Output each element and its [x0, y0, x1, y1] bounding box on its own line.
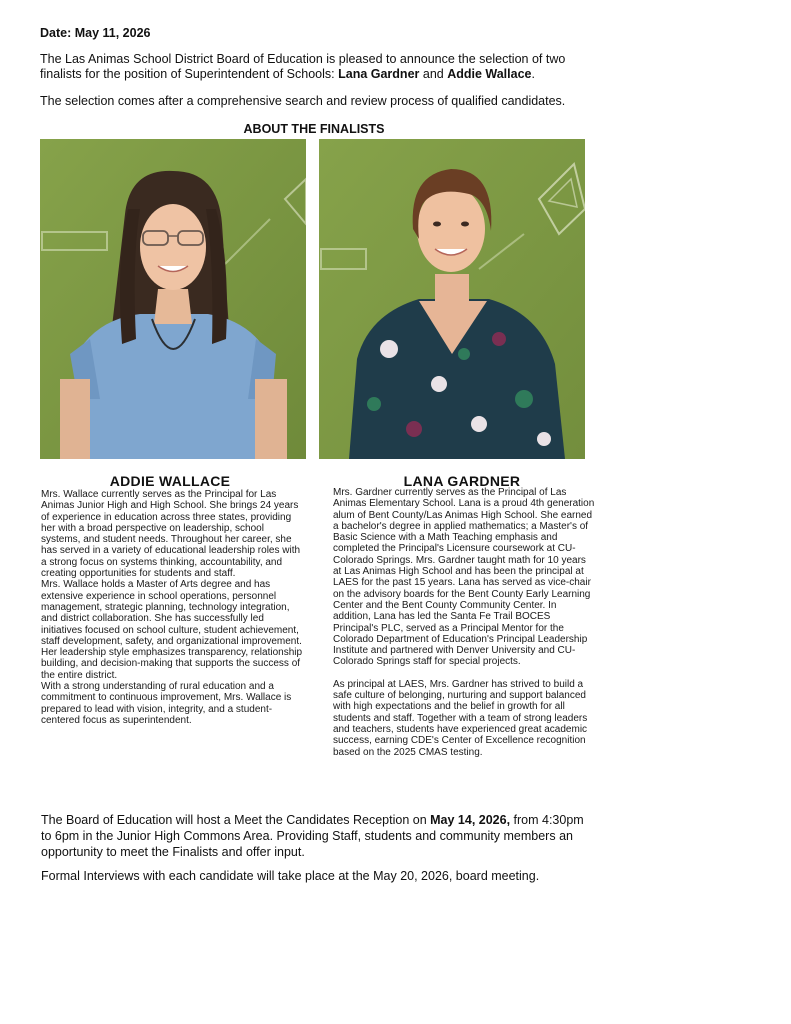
reception-text: The Board of Education will host a Meet the Candidates Reception on [41, 813, 431, 827]
finalist-name-addie-wallace: ADDIE WALLACE [109, 473, 231, 489]
bio-paragraph: Mrs. Wallace currently serves as the Principal for Las Animas Junior High and High School. She brings 24 years of experience in education across three states, providing her with a broad perspective on leadership, school systems, and student needs. Throughout her career, she has served in a variety of educational leadership roles with a strong focus on systems thinking, accountability, and creating opportunities for students and staff. [41, 489, 301, 580]
finalist-two-name: Addie Wallace [447, 67, 532, 81]
bio-paragraph: With a strong understanding of rural education and a commitment to continuous improvement, Mrs. Wallace is prepared to lead with vision, integrity, and a student-centered focus as superintendent. [41, 681, 292, 726]
reception-date: May 14, 2026, [430, 813, 511, 827]
intro-and: and [419, 67, 448, 81]
reception-details: from 4:30pm to 6pm in the Junior High Commons Area. Providing Staff, students and community members an opportunity to meet the Finalists and offer input. [41, 813, 584, 859]
reception-announcement [41, 812, 597, 860]
photo-lana-gardner [319, 139, 585, 459]
bio-paragraph: Mrs. Wallace holds a Master of Arts degree and has extensive experience in school operations, personnel management, strategic planning, technology integration, and district collaboration. She has successfully led initiatives focused on school culture, student achievement, staff development, safety, and organizational improvement. Her leadership style emphasizes transparency, relationship building, and decision-making that supports the success of the entire district. [41, 579, 303, 681]
bio-paragraph: Mrs. Gardner currently serves as the Principal of Las Animas Elementary School. Lana is a proud 4th generation alum of Bent County/Las Animas High School. She earned a bachelor's degree in applied mathematics; a Master's of Basic Science with a Math Teaching emphasis and completed the Principal's Licensure coursework at CU-Colorado Springs. Mrs. Gardner taught math for 10 years at Las Animas High School and has been the principal at LAES for the past 15 years. Lana has served as vice-chair on the advisory boards for the Bent County Early Learning Center and the Bent County Community Center. In addition, Lana has led the Santa Fe Trail BOCES Principal's PLC, served as a Principal Mentor for the Colorado Department of Education's Principal Leadership Institute and partnered with Denver University and CU-Colorado Springs staff for special projects. [333, 487, 595, 668]
bio-paragraph: As principal at LAES, Mrs. Gardner has strived to build a safe culture of belonging, nurturing and support balanced with high expectations and the belief in growth for all students and staff. Together with a team of strong leaders and teachers, students have experienced great academic success, earning CDE's Center of Excellence recognition based on the 2025 CMAS testing. [333, 678, 588, 758]
announcement-date: Date: May 11, 2026 [40, 26, 151, 40]
intro-text: The Las Animas School District Board of Education is pleased to announce the selection of two finalists for the position of Superintendent of Schools: [40, 52, 566, 81]
bio-addie-wallace [41, 489, 303, 726]
selection-note: The selection comes after a comprehensive search and review process of qualified candidates. [40, 94, 566, 108]
section-title: ABOUT THE FINALISTS [243, 122, 385, 136]
bio-lana-gardner [333, 487, 595, 758]
photo-addie-wallace [40, 139, 306, 459]
finalist-name-lana-gardner: LANA GARDNER [403, 473, 521, 489]
finalist-one-name: Lana Gardner [338, 67, 420, 81]
intro-paragraph [40, 52, 580, 82]
interviews-note: Formal Interviews with each candidate will take place at the May 20, 2026, board meeting. [41, 869, 540, 883]
intro-end: . [531, 67, 535, 81]
